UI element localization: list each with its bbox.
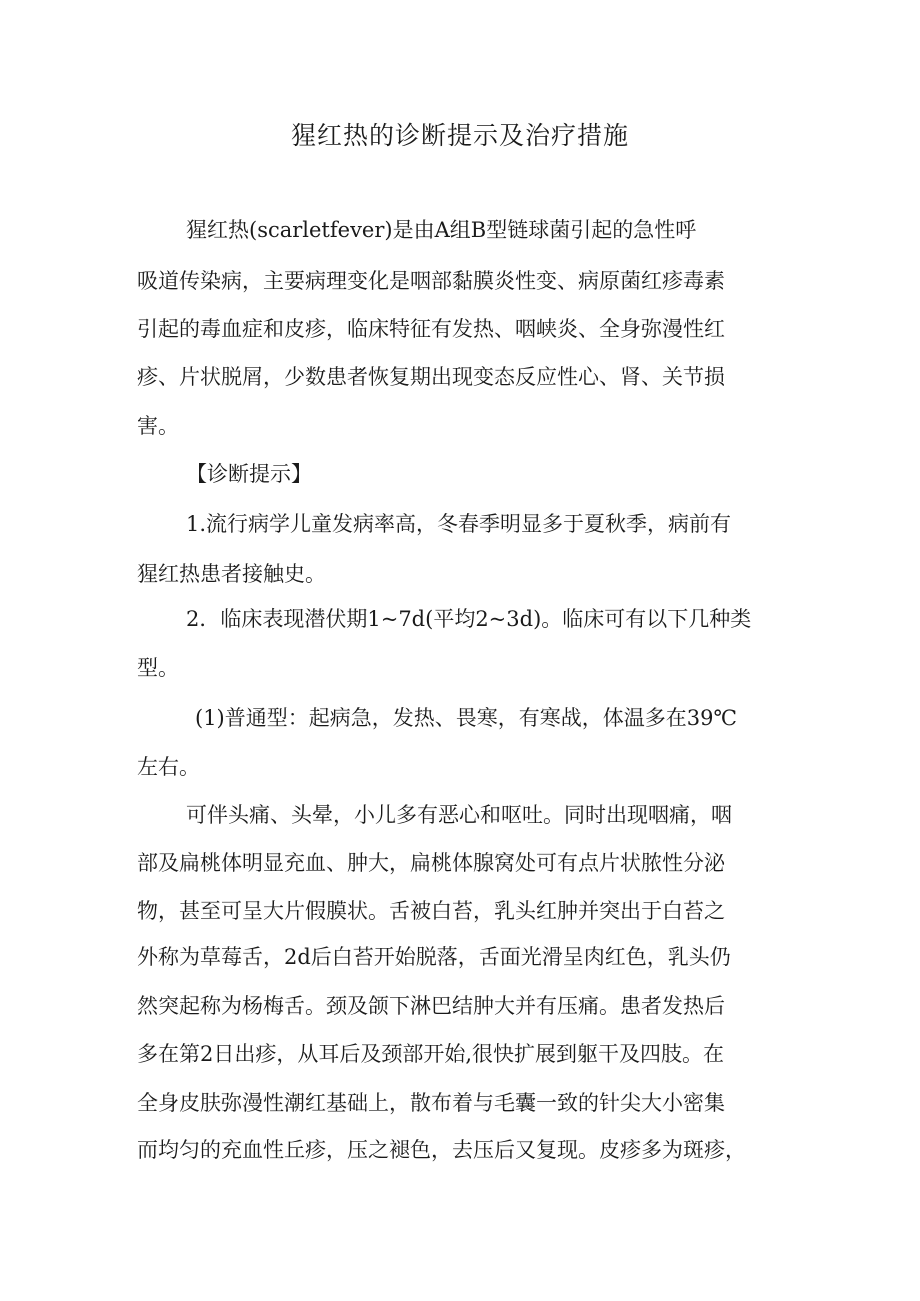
paragraph-line-2: 吸道传染病，主要病理变化是咽部黏膜炎性变、病原菌红疹毒素 [137, 269, 725, 293]
paragraph-line-9: 2．临床表现潜伏期1~7d(平均2~3d)。临床可有以下几种类 [186, 607, 752, 631]
paragraph-line-10: 型。 [137, 656, 179, 680]
paragraph-line-20: 而均匀的充血性丘疹，压之褪色，去压后又复现。皮疹多为斑疹， [137, 1138, 746, 1162]
paragraph-line-15: 物，甚至可呈大片假膜状。舌被白苔，乳头红肿并突出于白苔之 [137, 899, 725, 923]
paragraph-line-19: 全身皮肤弥漫性潮红基础上，散布着与毛囊一致的针尖大小密集 [137, 1091, 725, 1115]
paragraph-line-16: 外称为草莓舌，2d后白苔开始脱落，舌面光滑呈肉红色，乳头仍 [137, 945, 731, 969]
paragraph-line-12: 左右。 [137, 755, 200, 779]
paragraph-line-8: 猩红热患者接触史。 [137, 562, 326, 586]
paragraph-line-4: 疹、片状脱屑，少数患者恢复期出现变态反应性心、肾、关节损 [137, 365, 725, 389]
section-heading-diagnosis: 【诊断提示】 [186, 462, 312, 486]
paragraph-line-3: 引起的毒血症和皮疹，临床特征有发热、咽峡炎、全身弥漫性红 [137, 317, 725, 341]
paragraph-line-1: 猩红热(scarletfever)是由A组B型链球菌引起的急性呼 [186, 218, 697, 242]
paragraph-line-18: 多在第2日出疹，从耳后及颈部开始,很快扩展到躯干及四肢。在 [137, 1042, 725, 1066]
page-title: 猩红热的诊断提示及治疗措施 [290, 121, 629, 150]
paragraph-line-11: (1)普通型：起病急，发热、畏寒，有寒战，体温多在39℃ [195, 706, 737, 730]
paragraph-line-17: 然突起称为杨梅舌。颈及颌下淋巴结肿大并有压痛。患者发热后 [137, 994, 725, 1018]
paragraph-line-5: 害。 [137, 414, 179, 438]
paragraph-line-7: 1.流行病学儿童发病率高，冬春季明显多于夏秋季，病前有 [186, 512, 732, 536]
paragraph-line-14: 部及扁桃体明显充血、肿大，扁桃体腺窝处可有点片状脓性分泌 [137, 851, 725, 875]
paragraph-line-13: 可伴头痛、头晕，小儿多有恶心和呕吐。同时出现咽痛，咽 [186, 803, 732, 827]
